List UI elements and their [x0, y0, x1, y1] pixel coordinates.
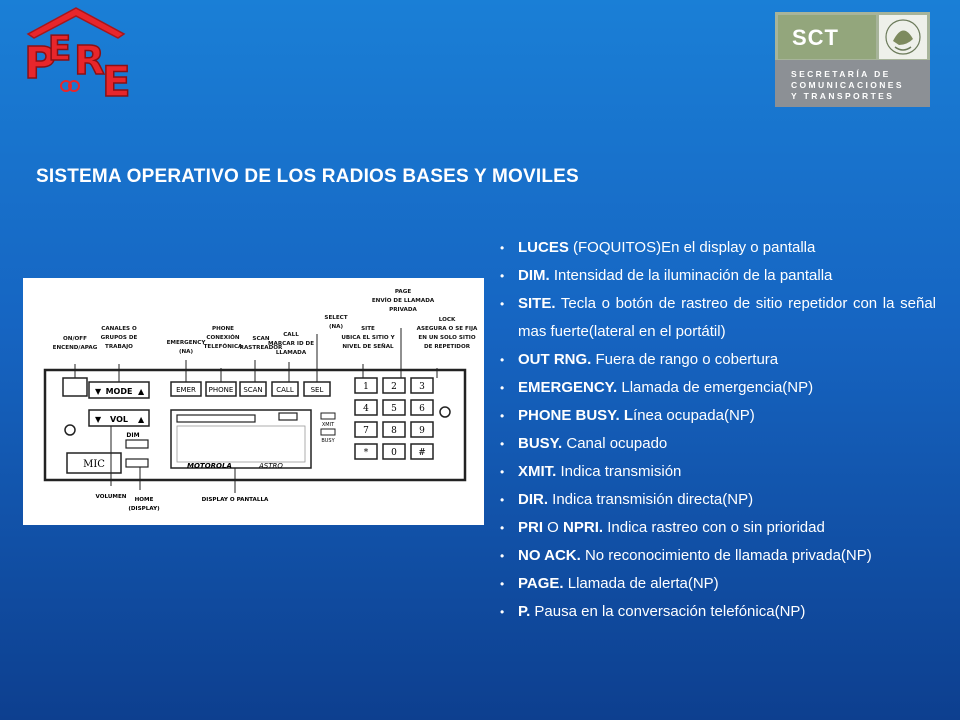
- indicator-key: DIR.: [518, 491, 548, 508]
- indicator-description: Canal ocupado: [562, 435, 668, 452]
- busy-label: BUSY: [321, 438, 335, 444]
- callout-emergency: (NA): [178, 349, 194, 355]
- callout-page: ENVÍO DE LLAMADA: [371, 298, 435, 304]
- indicator-key: XMIT.: [518, 463, 557, 480]
- indicator-item: [500, 458, 936, 486]
- indicator-item: [500, 374, 936, 402]
- display-screen-top: [177, 415, 255, 422]
- sct-logo: [775, 12, 930, 107]
- callout-volumen: VOLUMEN: [95, 494, 127, 500]
- indicator-item: [500, 346, 936, 374]
- pere-logo: [18, 4, 140, 102]
- keypad-key-label: 2: [391, 382, 397, 392]
- sel-button-label: SEL: [310, 386, 324, 394]
- vol-up-arrow: ▲: [138, 415, 145, 424]
- indicator-item: [500, 262, 936, 290]
- callout-lock: ASEGURA O SE FIJA: [416, 326, 478, 332]
- indicator-item: [500, 598, 936, 626]
- keypad-key-label: 9: [419, 426, 425, 436]
- callout-lock: EN UN SOLO SITIO: [418, 335, 476, 341]
- indicator-key: PRI: [518, 519, 544, 536]
- indicator-key: LUCES: [518, 239, 569, 256]
- mexico-seal-icon: [879, 15, 927, 59]
- keypad-key-label: 1: [363, 382, 369, 392]
- callout-canales: CANALES O: [101, 326, 137, 332]
- keypad-key-label: 3: [419, 382, 425, 392]
- indicator-description: Tecla o botón de rastreo de sitio repetidor con la señal mas fuerte(lateral en el portátil): [518, 295, 936, 340]
- callout-call: MARCAR ID DE: [267, 341, 315, 347]
- callout-home-2: (DISPLAY): [128, 506, 160, 512]
- callout-call: CALL: [283, 332, 299, 338]
- sct-logo-title: SCT: [792, 25, 839, 50]
- bullet-icon: •: [500, 409, 505, 423]
- bullet-icon: •: [500, 297, 505, 311]
- callout-scan: RASTREADOR: [239, 345, 283, 351]
- keypad-key-label: 7: [363, 426, 369, 436]
- sct-logo-green-block: [778, 15, 876, 59]
- callout-call: LLAMADA: [275, 350, 307, 356]
- indicator-key: OUT RNG.: [518, 351, 592, 368]
- indicator-key: DIM.: [518, 267, 550, 284]
- indicator-description: No reconocimiento de llamada privada(NP): [580, 547, 872, 564]
- sct-line-3: Y TRANSPORTES: [791, 91, 895, 101]
- callout-page: PRIVADA: [389, 307, 417, 313]
- bullet-icon: •: [500, 381, 505, 395]
- callout-page: PAGE: [394, 289, 412, 295]
- indicator-description: Llamada de emergencia(NP): [617, 379, 814, 396]
- indicator-item: [500, 234, 936, 262]
- keypad-key-label: 5: [391, 404, 397, 414]
- svg-text:E: E: [48, 29, 72, 69]
- bullet-icon: •: [500, 521, 505, 535]
- callout-lock: DE REPETIDOR: [423, 344, 471, 350]
- busy-led: [321, 429, 335, 435]
- callout-select: (NA): [328, 324, 344, 330]
- callout-canales: GRUPOS DE: [100, 335, 138, 341]
- bullet-icon: •: [500, 549, 505, 563]
- bullet-icon: •: [500, 269, 505, 283]
- callout-select: SELECT: [324, 315, 348, 321]
- indicator-description: Indica rastreo con o sin prioridad: [603, 519, 825, 536]
- xmit-label: XMIT: [321, 422, 335, 428]
- emer-button-label: EMER: [176, 386, 196, 394]
- indicator-key: P.: [518, 603, 531, 620]
- scan-button-label: SCAN: [243, 386, 263, 394]
- indicator-description: Indica transmisión: [556, 463, 682, 480]
- keypad-key-label: 8: [391, 426, 397, 436]
- indicator-item: [500, 430, 936, 458]
- mic-label: MIC: [83, 459, 105, 470]
- bullet-icon: •: [500, 605, 505, 619]
- indicator-key: PHONE BUSY. L: [518, 407, 634, 424]
- callout-emergency: EMERGENCY: [166, 340, 206, 346]
- display-screen: [177, 426, 305, 462]
- keypad-key-label: 4: [363, 404, 369, 414]
- vol-label: VOL: [110, 415, 128, 424]
- brand-label: MOTOROLA: [187, 462, 232, 470]
- indicator-description: ínea ocupada(NP): [633, 407, 755, 424]
- callout-home-1: HOME: [134, 497, 154, 503]
- indicator-description: Llamada de alerta(NP): [563, 575, 719, 592]
- callout-site: NIVEL DE SEÑAL: [342, 344, 394, 350]
- power-button: [63, 378, 87, 396]
- callout-site: UBICA EL SITIO Y: [341, 335, 395, 341]
- display-indicator: [279, 413, 297, 420]
- indicator-key: BUSY.: [518, 435, 563, 452]
- indicator-key: SITE.: [518, 295, 556, 312]
- indicator-description: O: [543, 519, 564, 536]
- keypad-key-label: #: [418, 448, 426, 458]
- indicator-description: Intensidad de la iluminación de la pantalla: [549, 267, 833, 284]
- indicator-description: Indica transmisión directa(NP): [548, 491, 754, 508]
- bullet-icon: •: [500, 437, 505, 451]
- callout-scan: SCAN: [252, 336, 270, 342]
- page-title: SISTEMA OPERATIVO DE LOS RADIOS BASES Y MOVILES: [36, 166, 579, 187]
- callout-labels-top: [53, 289, 478, 356]
- indicator-item: [500, 542, 936, 570]
- indicator-key: NPRI.: [563, 519, 604, 536]
- indicator-item: [500, 514, 936, 542]
- phone-button-label: PHONE: [208, 386, 234, 394]
- indicator-description: (FOQUITOS)En el display o pantalla: [568, 239, 816, 256]
- keypad-key-label: 6: [419, 404, 425, 414]
- indicator-key: PAGE.: [518, 575, 564, 592]
- keypad-key-label: *: [363, 448, 369, 458]
- bullet-icon: •: [500, 577, 505, 591]
- indicator-key: EMERGENCY.: [518, 379, 618, 396]
- callout-display: DISPLAY O PANTALLA: [201, 497, 269, 503]
- indicator-list: [500, 234, 936, 626]
- home-button: [126, 459, 148, 467]
- mode-up-arrow: ▲: [138, 387, 145, 396]
- indicator-item: [500, 290, 936, 346]
- mode-down-arrow: ▼: [95, 387, 102, 396]
- model-label: ASTRO: [259, 462, 283, 470]
- indicator-item: [500, 486, 936, 514]
- svg-text:P: P: [24, 38, 57, 89]
- callout-phone: CONEXIÓN: [206, 335, 240, 341]
- dim-button: [126, 440, 148, 448]
- bullet-icon: •: [500, 493, 505, 507]
- callout-lock: LOCK: [438, 317, 456, 323]
- indicator-item: [500, 570, 936, 598]
- indicator-description: Pausa en la conversación telefónica(NP): [530, 603, 806, 620]
- callout-site: SITE: [361, 326, 375, 332]
- indicator-key: NO ACK.: [518, 547, 581, 564]
- callout-on-off: ON/OFF: [63, 336, 87, 342]
- indicator-description: Fuera de rango o cobertura: [591, 351, 779, 368]
- callout-canales: TRABAJO: [105, 344, 133, 350]
- callout-phone: PHONE: [211, 326, 235, 332]
- bullet-icon: •: [500, 465, 505, 479]
- sct-line-1: SECRETARÍA DE: [791, 69, 891, 79]
- call-button-label: CALL: [276, 386, 294, 394]
- dim-label: DIM: [126, 432, 140, 439]
- bullet-icon: •: [500, 353, 505, 367]
- svg-text:R: R: [74, 38, 105, 84]
- svg-text:E: E: [102, 57, 131, 102]
- sct-logo-subtitle: [791, 69, 904, 102]
- sct-line-2: COMUNICACIONES: [791, 80, 904, 90]
- callout-on-off: ENCEND/APAG: [52, 345, 98, 351]
- radio-panel-diagram: [23, 278, 484, 525]
- xmit-led: [321, 413, 335, 419]
- vol-down-arrow: ▼: [95, 415, 102, 424]
- indicator-item: [500, 402, 936, 430]
- bullet-icon: •: [500, 241, 505, 255]
- mode-label: MODE: [105, 387, 133, 396]
- keypad-key-label: 0: [391, 448, 397, 458]
- callout-phone: TELEFÓNICA: [203, 344, 243, 350]
